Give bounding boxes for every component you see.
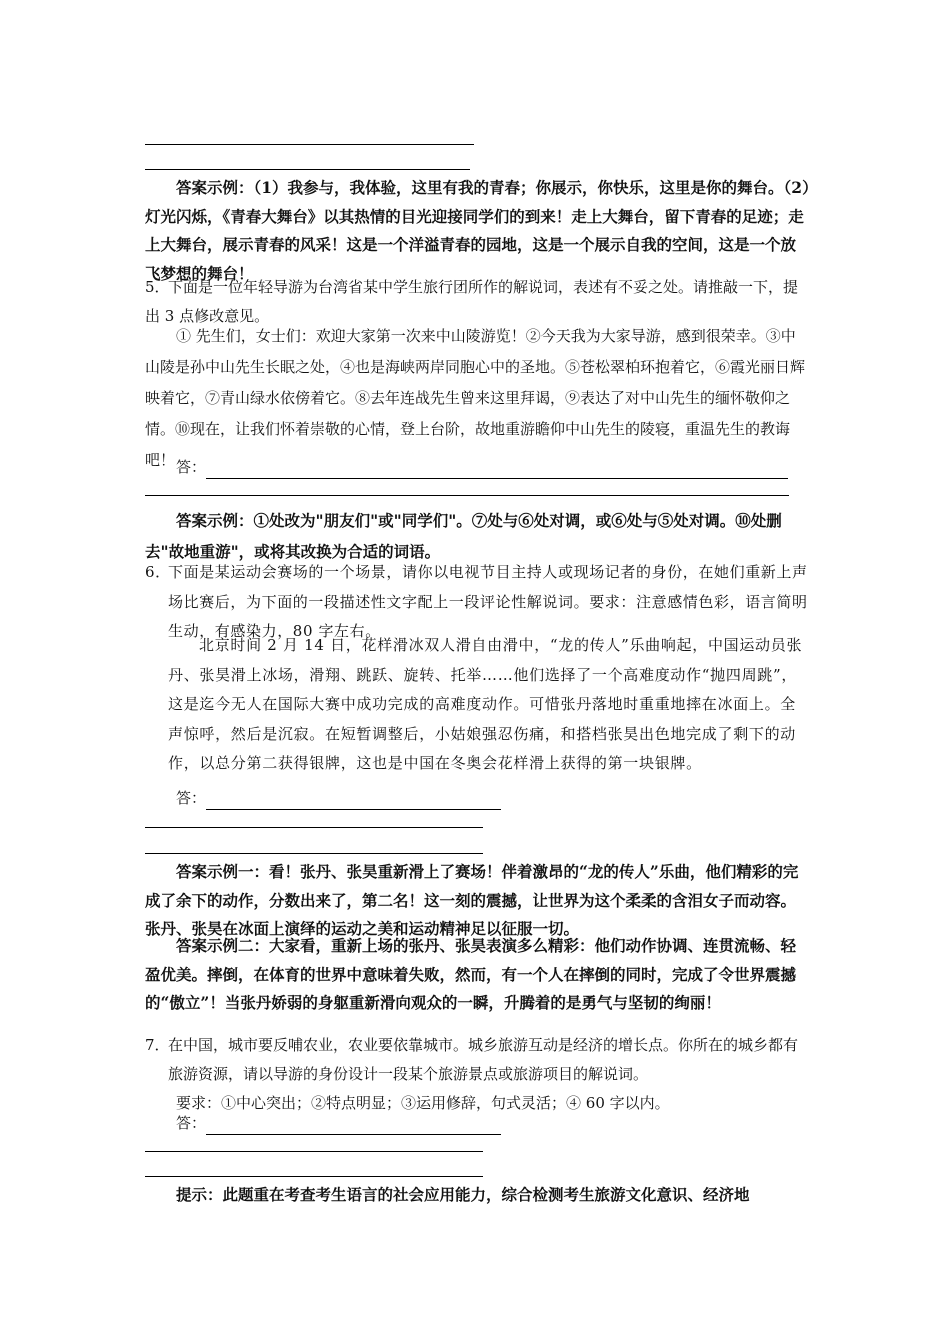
question-7	[145, 1031, 810, 1118]
answer-example-q5: 答案示例：①处改为"朋友们"或"同学们"。⑦处与⑥处对调，或⑥处与⑤处对调。⑩处删去"故地重游"，或将其改换为合适的词语。	[145, 511, 782, 561]
question-prompt: 下面是一位年轻导游为台湾省某中学生旅行团所作的解说词，表述有不妥之处。请推敲一下，提出 3 点修改意见。	[145, 278, 799, 325]
answer-label: 答：	[176, 458, 207, 476]
question-6-answer-row	[145, 786, 810, 810]
answer-blank-line	[145, 1176, 483, 1177]
answer-label: 答：	[176, 1114, 207, 1132]
question-5-answer-row	[145, 455, 810, 479]
question-5-passage: ① 先生们，女士们：欢迎大家第一次来中山陵游览！②今天我为大家导游，感到很荣幸。③中山陵是孙中山先生长眠之处，④也是海峡两岸同胞心中的圣地。⑤苍松翠柏环抱着它，⑥霞光丽日辉映着它，⑦青山绿水依傍着它。⑧去年连战先生曾来这里拜谒，⑨表达了对中山先生的缅怀敬仰之情。⑩现在，让我们怀着崇敬的心情，登上台阶，故地重游瞻仰中山先生的陵寝，重温先生的教诲吧！	[145, 327, 806, 469]
answer-blank-line	[206, 1116, 501, 1135]
question-requirements: 要求：①中心突出；②特点明显；③运用修辞，句式灵活；④ 60 字以内。	[176, 1094, 670, 1112]
hint-q7: 提示：此题重在考查考生语言的社会应用能力，综合检测考生旅游文化意识、经济地	[176, 1185, 750, 1204]
question-7-answer-row	[145, 1111, 810, 1135]
question-number: 7．	[145, 1036, 170, 1054]
answer-blank-line	[206, 791, 501, 810]
answer-blank-line	[145, 1151, 483, 1152]
question-prompt: 下面是某运动会赛场的一个场景，请你以电视节目主持人或现场记者的身份，在她们重新上声场比赛后，为下面的一段描述性文字配上一段评论性解说词。要求：注意感情色彩，语言简明生动，有感染力，80 字左右。	[168, 563, 808, 640]
answer-example-2-q6: 答案示例二：大家看，重新上场的张丹、张昊表演多么精彩：他们动作协调、连贯流畅、轻盈优美。摔倒，在体育的世界中意味着失败，然而，有一个人在摔倒的同时，完成了令世界震撼的“傲立”！当张丹娇弱的身躯重新滑向观众的一瞬，升腾着的是勇气与坚韧的绚丽！	[145, 936, 797, 1012]
answer-blank-line	[145, 144, 474, 145]
answer-label: 答：	[176, 789, 207, 807]
answer-example-1-q6: 答案示例一：看！张丹、张昊重新滑上了赛场！伴着激昂的“龙的传人”乐曲，他们精彩的完成了余下的动作，分数出来了，第二名！这一刻的震撼，让世界为这个柔柔的含泪女子而动容。张丹、张昊在冰面上演绎的运动之美和运动精神足以征服一切。	[145, 862, 799, 938]
answer-example-prev: 答案示例：（1）我参与，我体验，这里有我的青春；你展示，你快乐，这里是你的舞台。（2）灯光闪烁，《青春大舞台》以其热情的目光迎接同学们的到来！走上大舞台，留下青春的足迹；走上大舞台，展示青春的风采！这是一个洋溢青春的园地，这是一个展示自我的空间，这是一个放飞梦想的舞台！	[145, 178, 810, 283]
question-6-passage: 北京时间 2 月 14 日，花样滑冰双人滑自由滑中，“龙的传人”乐曲响起，中国运动员张丹、张昊滑上冰场，滑翔、跳跃、旋转、托举……他们选择了一个高难度动作“抛四周跳”，这是迄今无人在国际大赛中成功完成的高难度动作。可惜张丹落地时重重地摔在冰面上。全声惊呼，然后是沉寂。在短暂调整后，小姑娘强忍伤痛，和搭档张昊出色地完成了剩下的动作，以总分第二获得银牌，这也是中国在冬奥会花样滑上获得的第一块银牌。	[168, 636, 803, 772]
question-prompt: 在中国，城市要反哺农业，农业要依靠城市。城乡旅游互动是经济的增长点。你所在的城乡都有旅游资源，请以导游的身份设计一段某个旅游景点或旅游项目的解说词。	[168, 1036, 799, 1083]
question-number: 6．	[145, 563, 171, 581]
answer-blank-line	[145, 169, 470, 170]
question-number: 5．	[145, 278, 170, 296]
answer-blank-line	[206, 460, 788, 479]
answer-blank-line	[145, 827, 483, 828]
answer-blank-line	[145, 495, 789, 496]
answer-blank-line	[145, 853, 483, 854]
